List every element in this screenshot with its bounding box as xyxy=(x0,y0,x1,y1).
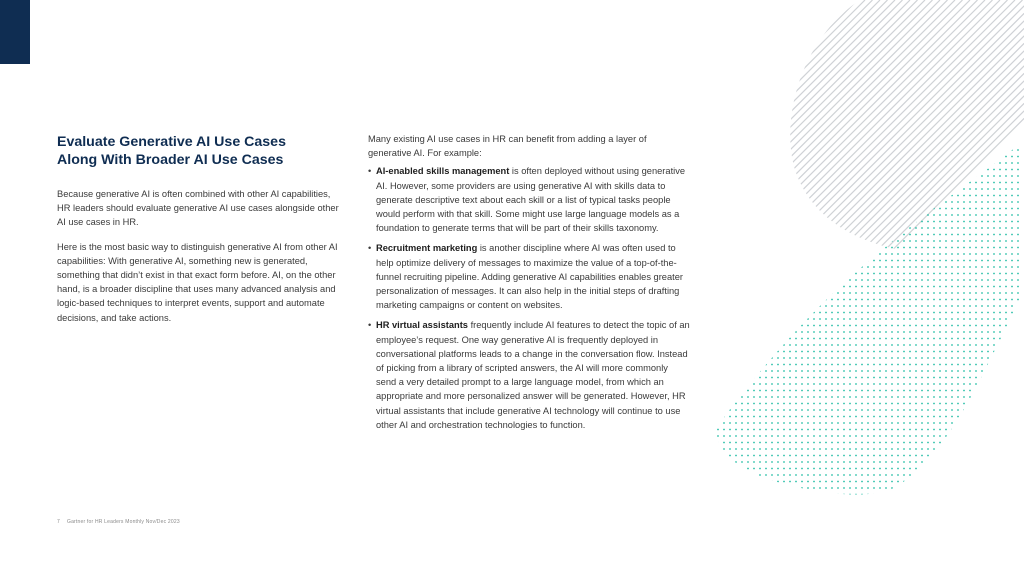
page-footer xyxy=(57,519,180,525)
left-column xyxy=(57,133,342,325)
bullet-icon: • xyxy=(368,166,372,177)
bullet-heading: Recruitment marketing xyxy=(376,243,478,254)
bullet-heading: AI-enabled skills management xyxy=(376,166,510,177)
definition-paragraph: Here is the most basic way to distinguish generative AI from other AI capabilities: With generative AI, something new is generated, something that didn’t exist in that exact form before. AI, on the other hand, is a broader discipline that uses many advanced analysis and logic-based techniques to interpret events, support and automate decisions, and take actions. xyxy=(57,241,338,323)
list-item-virtual-assistants xyxy=(368,318,690,432)
corner-accent-bar xyxy=(0,0,30,64)
diagonal-stripe-pattern xyxy=(700,0,1024,300)
section-title xyxy=(57,133,342,169)
bullet-text: is another discipline where AI was often used to help optimize delivery of messages to maximize the value of a top-of-the-funnel recruiting pipeline. Adding generative AI capabilities enables greater personalization of messages. It can also help in the initial steps of drafting marketing campaigns or content on websites. xyxy=(376,243,684,311)
bullet-icon: • xyxy=(368,320,372,331)
use-cases-intro: Many existing AI use cases in HR can benefit from adding a layer of generative AI. For example: xyxy=(368,134,647,159)
decorative-graphic xyxy=(700,0,1024,576)
use-case-list xyxy=(368,164,690,432)
bullet-text: is often deployed without using generative AI. However, some providers are using generative AI with skills data to generate descriptive text about each skill or a list of typical tasks people would perform with that skill. Some might use large language models as a foundation to generate terms that will be part of their skills taxonomy. xyxy=(376,166,686,234)
right-column xyxy=(368,132,690,438)
bullet-heading: HR virtual assistants xyxy=(376,320,468,331)
section-title-line-2: Along With Broader AI Use Cases xyxy=(57,152,284,168)
section-title-line-1: Evaluate Generative AI Use Cases xyxy=(57,134,286,150)
bullet-text: frequently include AI features to detect the topic of an employee’s request. One way generative AI is frequently deployed in conversational platforms leads to a change in the conversation flow. Instead of picking from a library of scripted answers, the AI will more commonly send a very detailed prompt to a large language model, from which an appropriate and more personalized answer will be generated. However, HR virtual assistants that include generative AI technology will continue to use other AI and orchestration technologies to function. xyxy=(376,320,690,430)
footer-source: Gartner for HR Leaders Monthly Nov/Dec 2023 xyxy=(66,519,180,525)
page-number: 7 xyxy=(57,519,60,525)
list-item-skills-management xyxy=(368,164,690,235)
intro-paragraph: Because generative AI is often combined with other AI capabilities, HR leaders should evaluate generative AI use cases alongside other AI use cases in HR. xyxy=(57,189,339,228)
list-item-recruitment-marketing xyxy=(368,241,690,312)
bullet-icon: • xyxy=(368,243,372,254)
